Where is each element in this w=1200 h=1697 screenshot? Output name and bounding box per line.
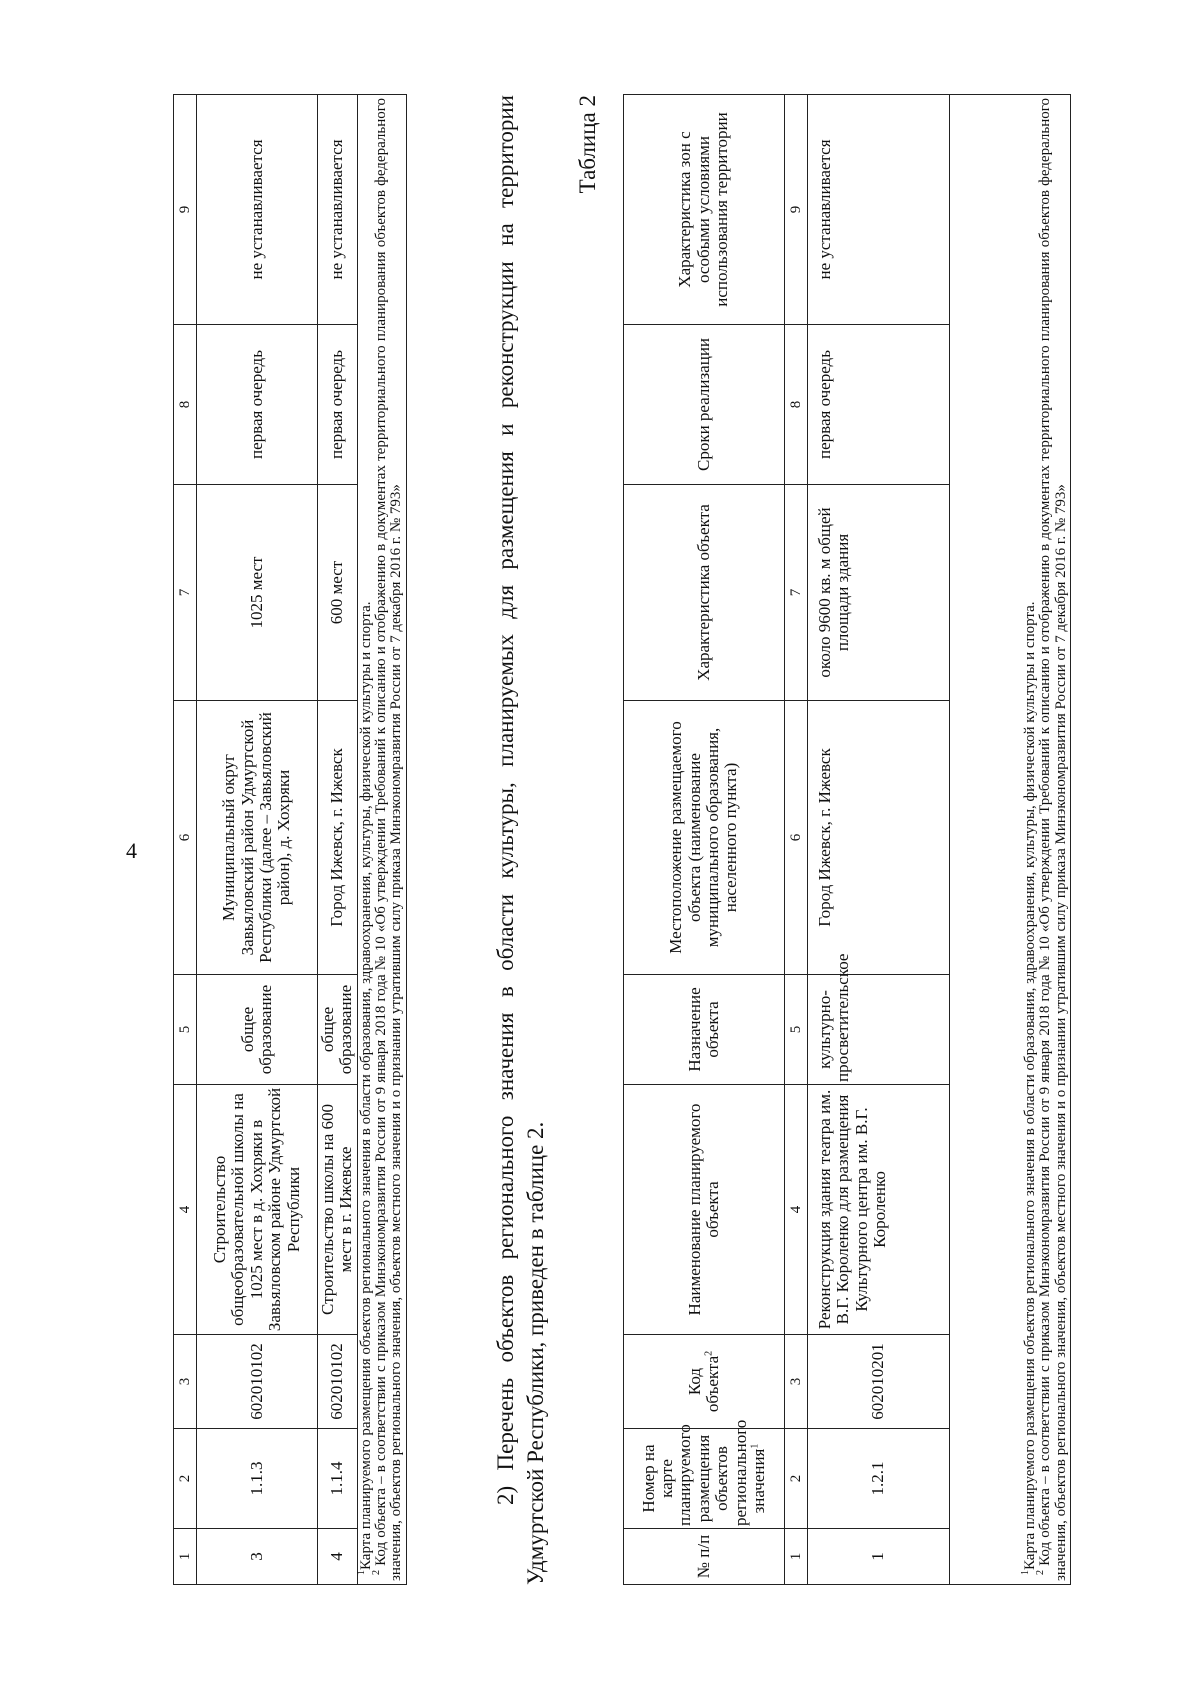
map-number: 1.2.1 bbox=[808, 1429, 950, 1529]
footnote-2: Код объекта – в соответствии с приказом Минэкономразвития России от 9 января 2018 года № 10 «Об утверждении Требований к описанию и отображению в документах территориального планирования объектов федерального значения, объектов регионального значения, объектов местного значения и о признании утратившим силу приказа Минэкономразвития России от 7 декабря 2016 г. № 793» bbox=[373, 98, 405, 1581]
zone-characteristic: не устанавливается bbox=[808, 95, 950, 325]
column-number: 6 bbox=[174, 701, 197, 975]
table-caption: Таблица 2 bbox=[575, 95, 600, 194]
header-map-number: Номер на карте планируемого размещения объектов регионального значения$^1$ bbox=[624, 1429, 785, 1529]
footnotes-row bbox=[950, 95, 1071, 1585]
object-name: Реконструкция здания театра им. В.Г. Короленко для размещения Культурного центра им. В.Г. Короленко bbox=[808, 1085, 950, 1335]
section-heading-line-1: 2) Перечень объектов регионального значения в области культуры, планируемых для размещения и реконструкции на территории bbox=[493, 95, 518, 1505]
map-number: 1.1.3 bbox=[197, 1429, 318, 1529]
object-characteristic: 600 мест bbox=[318, 485, 358, 701]
column-number: 7 bbox=[174, 485, 197, 701]
column-number: 2 bbox=[785, 1429, 808, 1529]
footnote-2: Код объекта – в соответствии с приказом Минэкономразвития России от 9 января 2018 года № 10 «Об утверждении Требований к описанию и отображению в документах территориального планирования объектов федерального значения, объектов регионального значения, объектов местного значения и о признании утратившим силу приказа Минэкономразвития России от 7 декабря 2016 г. № 793» bbox=[1037, 98, 1069, 1581]
column-number-row bbox=[785, 95, 808, 1585]
header-zone-characteristic: Характеристика зон с особыми условиями использования территории bbox=[624, 95, 785, 325]
table-row bbox=[808, 95, 950, 1585]
zone-characteristic: не устанавливается bbox=[197, 95, 318, 325]
column-number: 4 bbox=[785, 1085, 808, 1335]
object-purpose: общее образование bbox=[318, 975, 358, 1085]
header-num: № п/п bbox=[624, 1529, 785, 1585]
object-purpose: общее образование bbox=[197, 975, 318, 1085]
column-number: 7 bbox=[785, 485, 808, 701]
object-location: Город Ижевск, г. Ижевск bbox=[808, 701, 950, 975]
table-1-continuation bbox=[173, 94, 407, 1585]
column-number: 5 bbox=[785, 975, 808, 1085]
object-characteristic: 1025 мест bbox=[197, 485, 318, 701]
footnotes: $^1$Карта планируемого размещения объектов регионального значения в области образования, здравоохранения, культуры, физической культуры и спорта. $^2$ Код объекта – в соответствии с приказом Минэкономразвития России от 9 января 2018 года № 10 «Об утверждении Требований к описанию и отображению в документах территориального планирования объектов федерального значения, объектов регионального значения, объектов местного значения и о признании утратившим силу приказа Минэкономразвития России от 7 декабря 2016 г. № 793» bbox=[357, 95, 406, 1585]
header-object-name: Наименование планируемого объекта bbox=[624, 1085, 785, 1335]
column-number-row bbox=[174, 95, 197, 1585]
zone-characteristic: не устанавливается bbox=[318, 95, 358, 325]
column-number: 3 bbox=[785, 1335, 808, 1429]
object-name: Строительство общеобразовательной школы на 1025 мест в д. Хохряки в Завьяловском районе Удмуртской Республики bbox=[197, 1085, 318, 1335]
object-code: 602010102 bbox=[197, 1335, 318, 1429]
header-object-code: Код объекта$^2$ bbox=[624, 1335, 785, 1429]
column-number: 8 bbox=[174, 325, 197, 485]
footnotes: $^1$Карта планируемого размещения объектов регионального значения в области образования, здравоохранения, культуры, физической культуры и спорта. $^2$ Код объекта – в соответствии с приказом Минэкономразвития России от 9 января 2018 года № 10 «Об утверждении Требований к описанию и отображению в документах территориального планирования объектов федерального значения, объектов регионального значения, объектов местного значения и о признании утратившим силу приказа Минэкономразвития России от 7 декабря 2016 г. № 793» bbox=[950, 95, 1071, 1585]
footnote-1: Карта планируемого размещения объектов регионального значения в области образования, здравоохранения, культуры, физической культуры и спорта. bbox=[357, 601, 374, 1570]
column-number: 5 bbox=[174, 975, 197, 1085]
footnote-1: Карта планируемого размещения объектов регионального значения в области образования, здравоохранения, культуры, физической культуры и спорта. bbox=[1022, 601, 1039, 1570]
header-object-purpose: Назначение объекта bbox=[624, 975, 785, 1085]
implementation-term: первая очередь bbox=[197, 325, 318, 485]
object-code: 602010102 bbox=[318, 1335, 358, 1429]
section-heading-line-2: Удмуртской Республики, приведен в таблице 2. bbox=[522, 1121, 548, 1585]
column-number: 9 bbox=[785, 95, 808, 325]
column-number: 8 bbox=[785, 325, 808, 485]
column-number: 1 bbox=[174, 1529, 197, 1585]
implementation-term: первая очередь bbox=[808, 325, 950, 485]
header-map-number-text: Номер на карте планируемого размещения объектов регионального значения bbox=[638, 1419, 768, 1526]
implementation-term: первая очередь bbox=[318, 325, 358, 485]
row-number: 1 bbox=[808, 1529, 950, 1585]
object-location: Город Ижевск, г. Ижевск bbox=[318, 701, 358, 975]
rotated-page-content bbox=[173, 95, 1069, 1585]
header-implementation-term: Сроки реализации bbox=[624, 325, 785, 485]
header-object-code-text: Код объекта bbox=[684, 1355, 722, 1413]
object-location: Муниципальный округ Завьяловский район Удмуртской Республики (далее – Завьяловский район), д. Хохряки bbox=[197, 701, 318, 975]
column-number: 4 bbox=[174, 1085, 197, 1335]
header-object-location: Местоположение размещаемого объекта (наименование муниципального образования, населенного пункта) bbox=[624, 701, 785, 975]
row-number: 3 bbox=[197, 1529, 318, 1585]
table-2 bbox=[623, 94, 1071, 1585]
column-number: 9 bbox=[174, 95, 197, 325]
header-row bbox=[624, 95, 785, 1585]
header-object-characteristic: Характеристика объекта bbox=[624, 485, 785, 701]
column-number: 3 bbox=[174, 1335, 197, 1429]
table-row bbox=[197, 95, 318, 1585]
row-number: 4 bbox=[318, 1529, 358, 1585]
object-characteristic: около 9600 кв. м общей площади здания bbox=[808, 485, 950, 701]
column-number: 6 bbox=[785, 701, 808, 975]
table-row bbox=[318, 95, 358, 1585]
footnotes-row bbox=[357, 95, 406, 1585]
object-name: Строительство школы на 600 мест в г. Ижевске bbox=[318, 1085, 358, 1335]
page-number: 4 bbox=[126, 838, 137, 863]
object-code: 602010201 bbox=[808, 1335, 950, 1429]
column-number: 1 bbox=[785, 1529, 808, 1585]
map-number: 1.1.4 bbox=[318, 1429, 358, 1529]
column-number: 2 bbox=[174, 1429, 197, 1529]
section-heading bbox=[491, 95, 551, 1585]
object-purpose: культурно-просветительское bbox=[808, 975, 950, 1085]
